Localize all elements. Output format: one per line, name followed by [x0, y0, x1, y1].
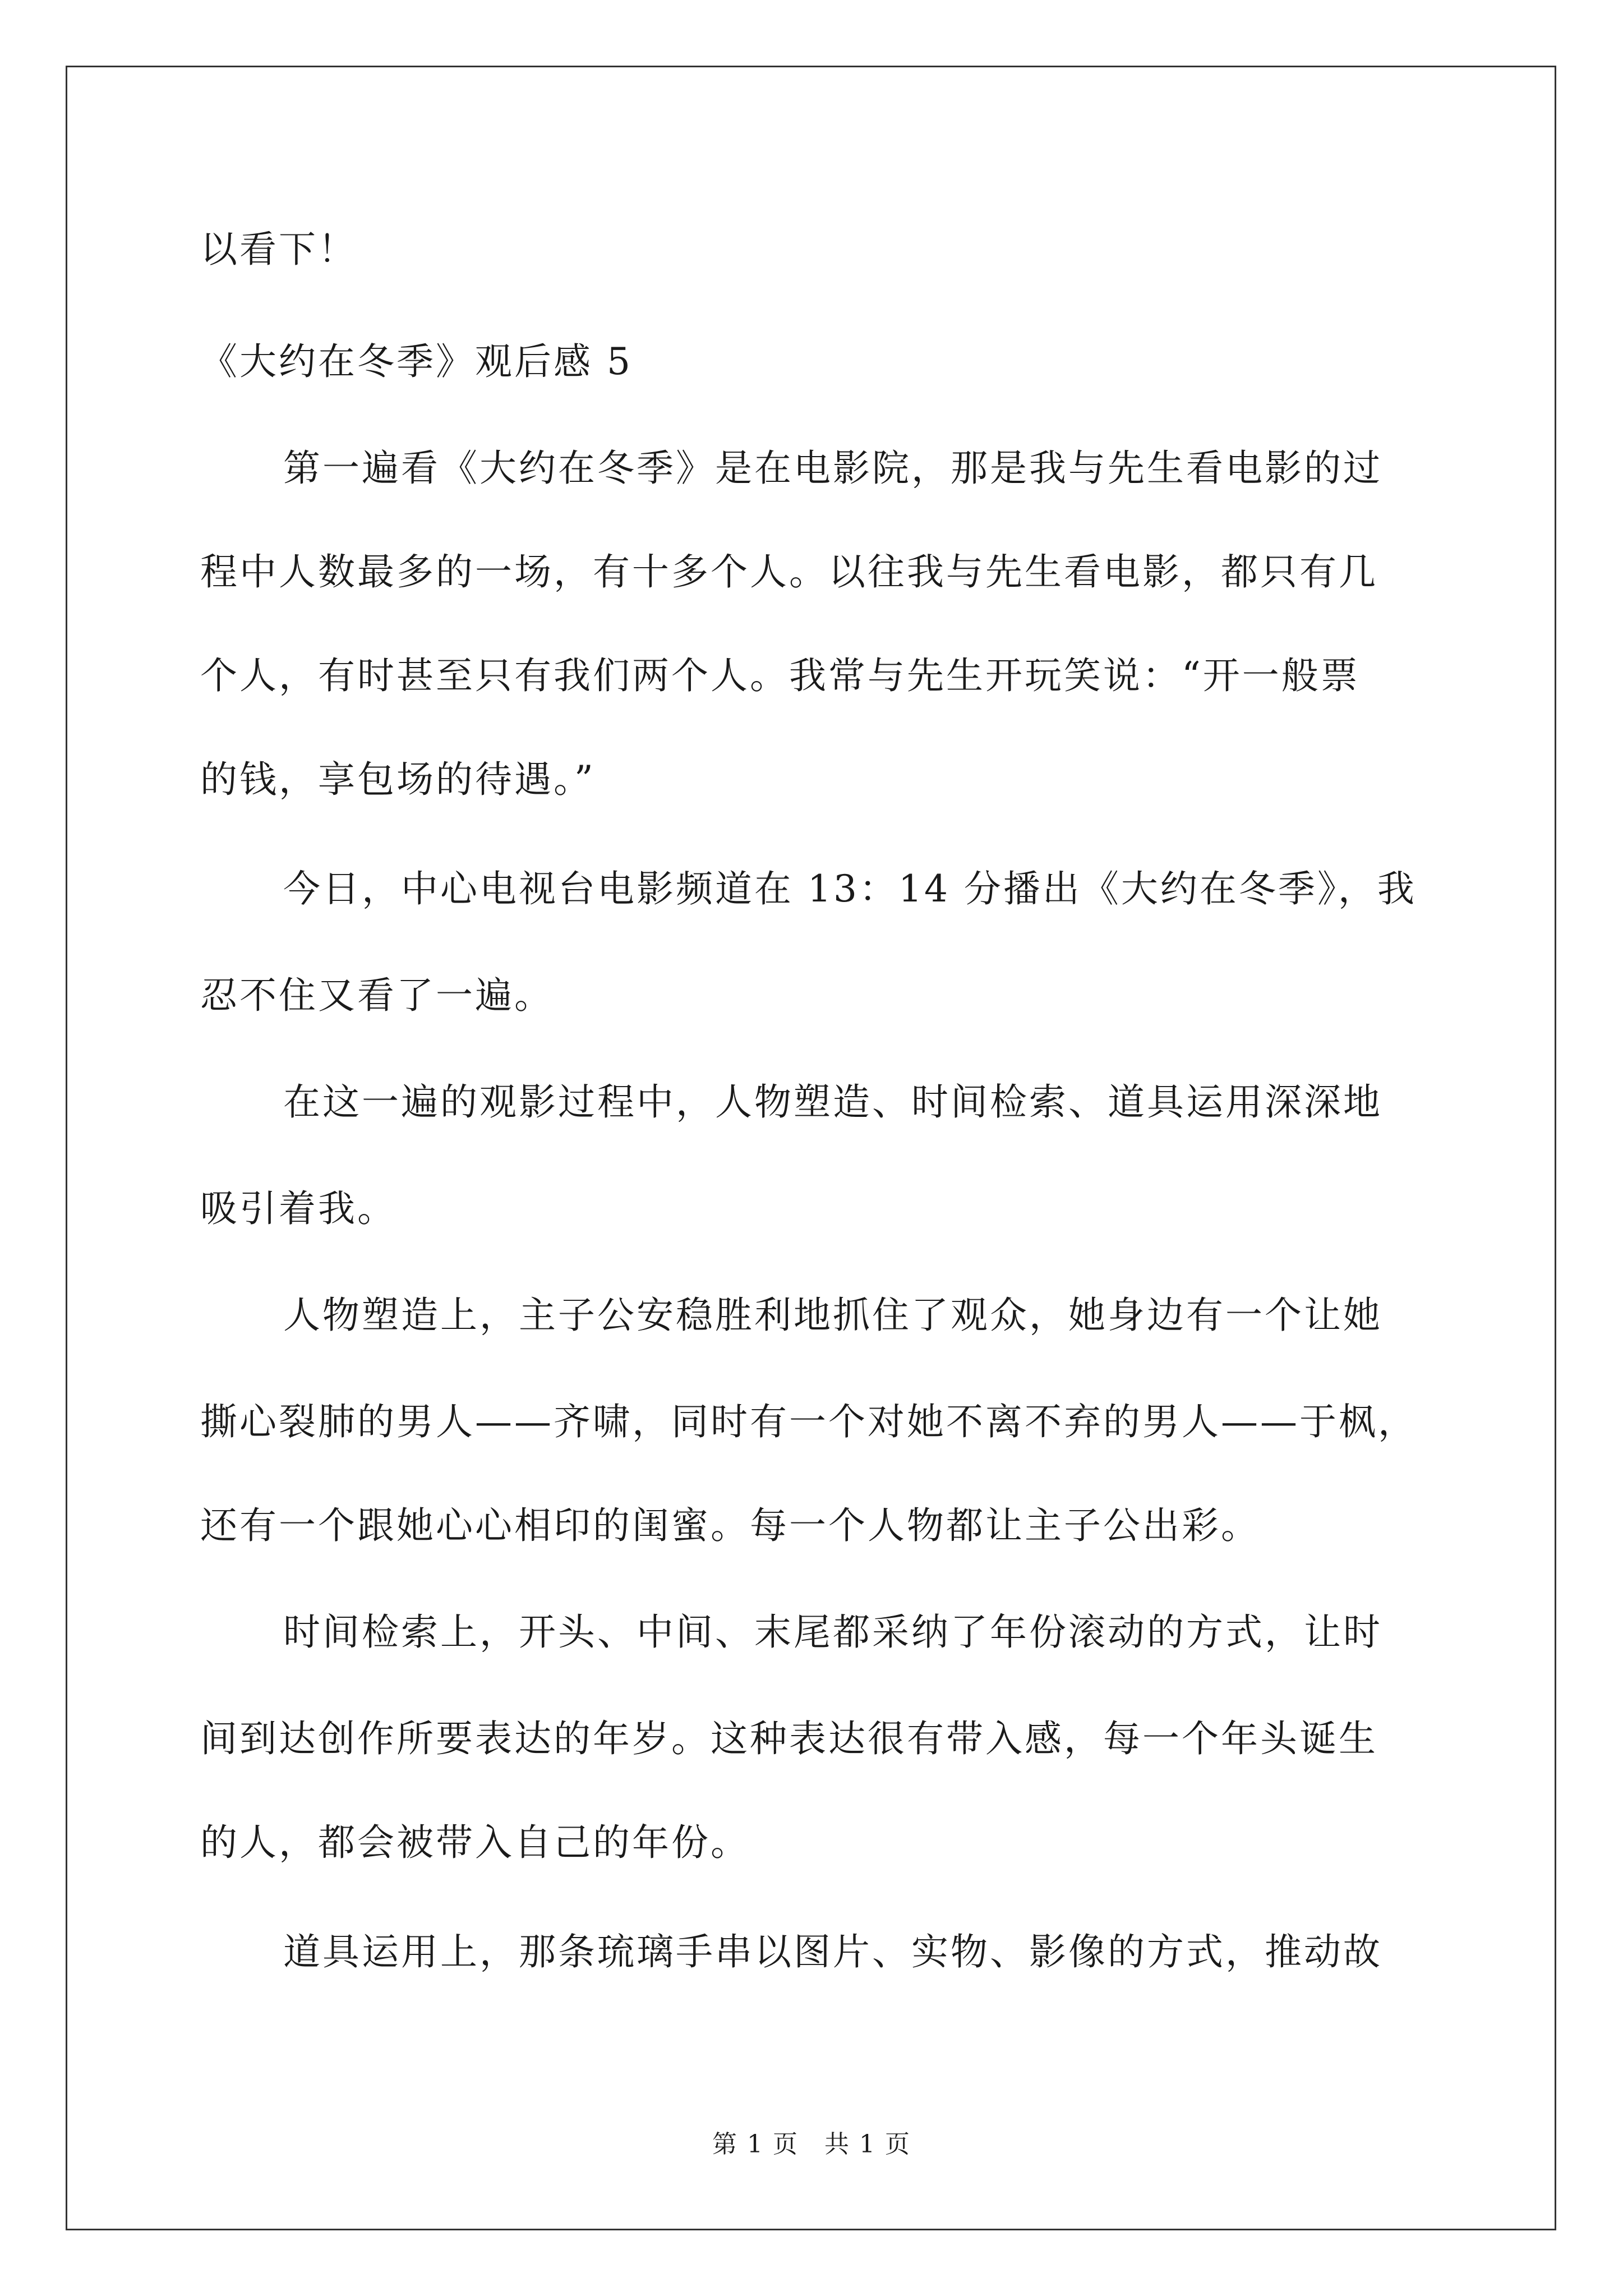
text-line: 的人，都会被带入自己的年份。	[200, 1821, 750, 1864]
text-line: 个人，有时甚至只有我们两个人。我常与先生开玩笑说：“开一般票	[200, 654, 1360, 697]
text-line: 间到达创作所要表达的年岁。这种表达很有带入感，每一个年头诞生	[200, 1717, 1378, 1760]
text-line: 在这一遍的观影过程中，人物塑造、时间检索、道具运用深深地	[283, 1080, 1382, 1124]
text-line: 程中人数最多的一场，有十多个人。以往我与先生看电影，都只有几	[200, 550, 1378, 593]
text-line: 道具运用上，那条琉璃手串以图片、实物、影像的方式，推动故	[283, 1930, 1382, 1973]
text-line: 今日，中心电视台电影频道在 13：14 分播出《大约在冬季》，我	[283, 867, 1417, 910]
text-line: 第一遍看《大约在冬季》是在电影院，那是我与先生看电影的过	[283, 447, 1382, 490]
text-line: 人物塑造上，主子公安稳胜利地抓住了观众，她身边有一个让她	[283, 1294, 1382, 1337]
text-line: 以看下！	[200, 228, 357, 271]
text-line: 时间检索上，开头、中间、末尾都采纳了年份滚动的方式，让时	[283, 1611, 1382, 1654]
section-title: 《大约在冬季》观后感 5	[200, 340, 633, 383]
page-number: 第 1 页 共 1 页	[712, 2130, 911, 2159]
page-border	[66, 66, 1556, 2230]
text-line: 撕心裂肺的男人——齐啸，同时有一个对她不离不弃的男人——于枫，	[200, 1400, 1417, 1443]
text-line: 忍不住又看了一遍。	[200, 974, 554, 1017]
text-line: 还有一个跟她心心相印的闺蜜。每一个人物都让主子公出彩。	[200, 1504, 1260, 1547]
text-line: 的钱，享包场的待遇。”	[200, 758, 596, 801]
text-line: 吸引着我。	[200, 1187, 396, 1230]
